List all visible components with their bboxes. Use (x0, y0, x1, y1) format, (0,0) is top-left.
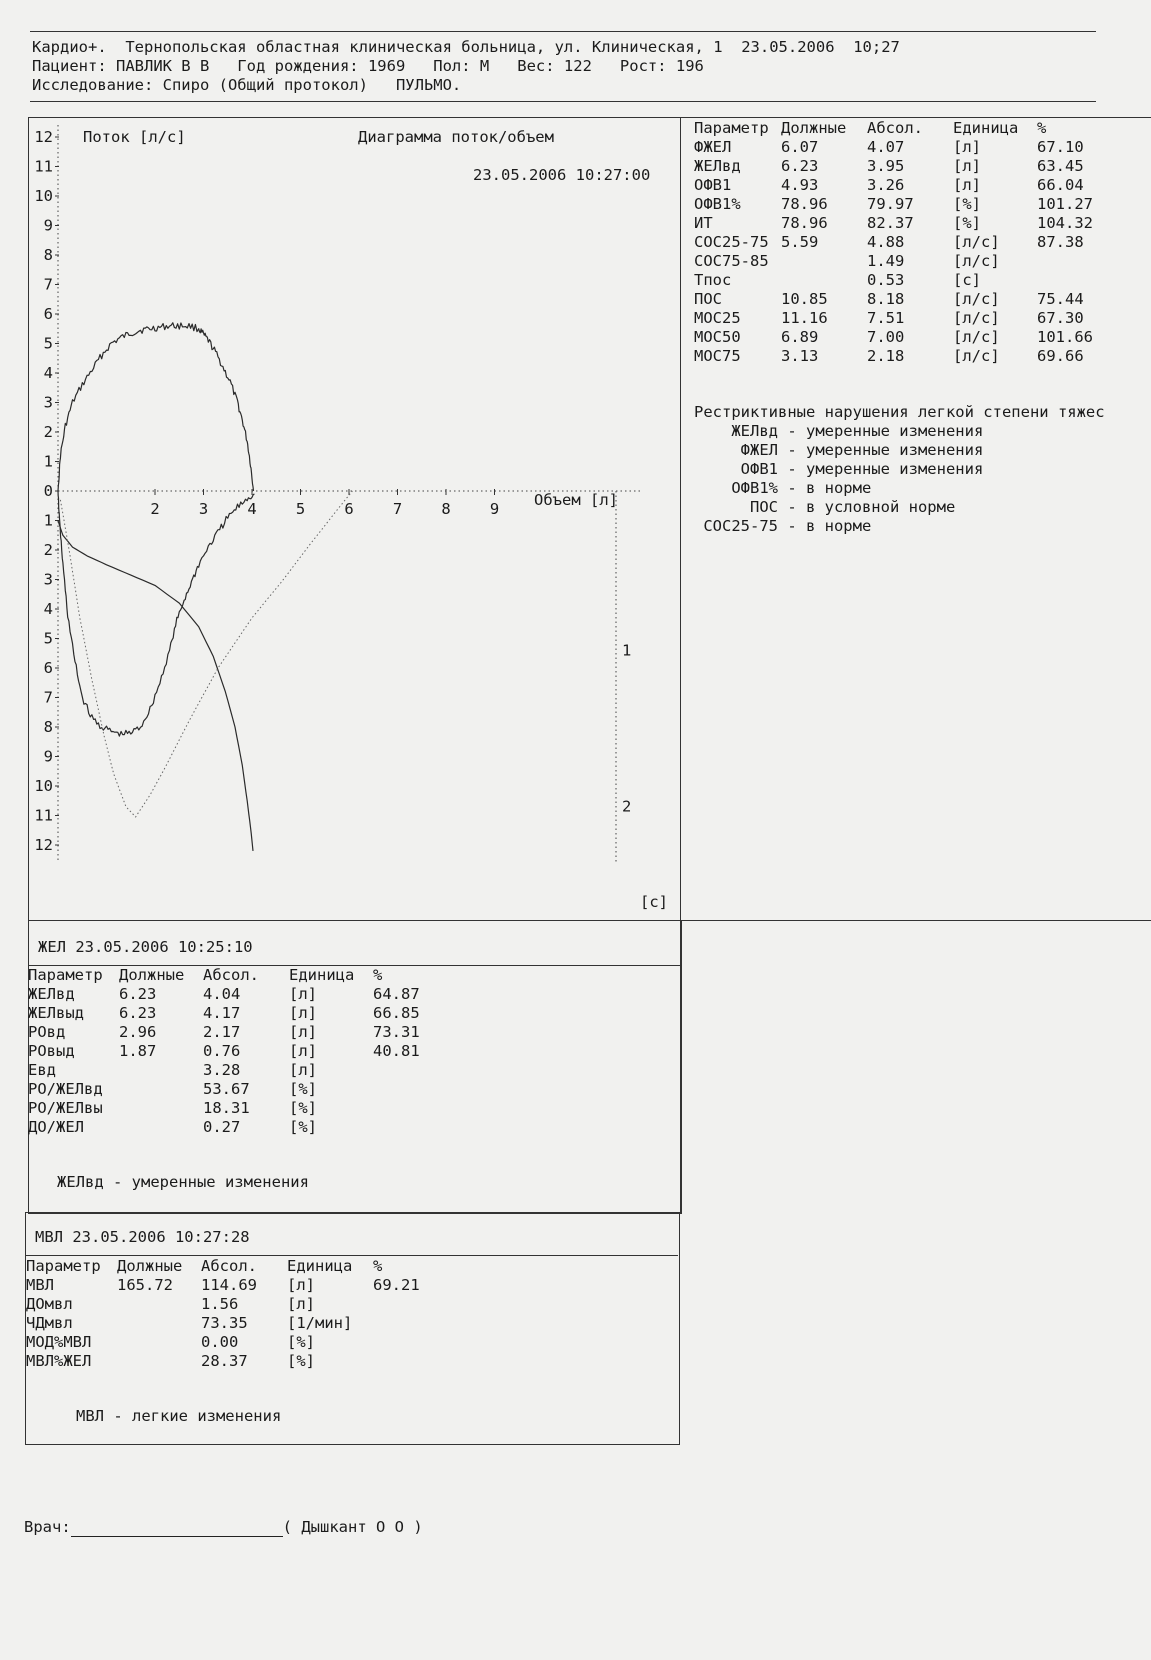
zhel-cell: 4.17 (203, 1004, 241, 1022)
y-tick-label: 3 (43, 393, 53, 412)
mvl-cell: 165.72 (117, 1276, 173, 1294)
params-conclusion-line: СОС25-75 - в норме (694, 517, 872, 535)
mvl-cell: МОД%МВЛ (26, 1333, 92, 1351)
zhel-col-header: Абсол. (203, 966, 259, 984)
zhel-cell: 18.31 (203, 1099, 250, 1117)
params-cell: 7.00 (867, 328, 905, 346)
mvl-col-header: Абсол. (201, 1257, 257, 1275)
params-conclusion-line: ОФВ1 - умеренные изменения (694, 460, 984, 478)
flow-volume-chart (28, 117, 680, 921)
chart-timestamp: 23.05.2006 10:27:00 (473, 166, 651, 184)
y-tick-label: 4 (43, 600, 53, 618)
zhel-col-header: % (373, 966, 383, 984)
chart-series-3 (58, 521, 253, 851)
zhel-cell: Евд (28, 1061, 56, 1079)
zhel-table-row (28, 1023, 453, 1042)
zhel-cell: ЖЕЛвд (28, 985, 75, 1003)
params-cell: МОС25 (694, 309, 741, 327)
y-tick-label: 0 (43, 482, 53, 500)
params-cell: 78.96 (781, 214, 828, 232)
zhel-table-row (28, 1004, 453, 1023)
zhel-cell: 0.27 (203, 1118, 241, 1136)
zhel-cell: [%] (289, 1080, 317, 1098)
mvl-cell: МВЛ (26, 1276, 54, 1294)
y-tick-label: 9 (43, 747, 53, 766)
zhel-cell: [л] (289, 1004, 317, 1022)
chart-ylabel: Поток [л/с] (83, 128, 186, 146)
params-table-row (694, 176, 1122, 195)
params-cell: 67.30 (1037, 309, 1084, 327)
x-tick-label: 6 (344, 500, 354, 518)
mvl-cell: [л] (287, 1276, 315, 1294)
params-cell: [л/с] (953, 233, 1000, 251)
params-cell: [л] (953, 176, 981, 194)
params-conclusion-line: Рестриктивные нарушения легкой степени тяжес (694, 403, 1105, 421)
zhel-table-row (28, 1099, 453, 1118)
zhel-conclusion: ЖЕЛвд - умеренные изменения (57, 1173, 309, 1191)
params-cell: ИТ (694, 214, 713, 232)
zhel-table-row (28, 1042, 453, 1061)
mvl-cell (117, 1333, 201, 1352)
mvl-conclusion: МВЛ - легкие изменения (76, 1407, 282, 1425)
mvl-col-header: Единица (287, 1257, 353, 1275)
params-cell: 101.27 (1037, 195, 1093, 213)
y-tick-label: 4 (43, 364, 53, 382)
signature-block (24, 1518, 423, 1537)
zhel-cell (119, 1080, 203, 1099)
params-col-header: Абсол. (867, 119, 923, 137)
zhel-cell: [л] (289, 1023, 317, 1041)
mvl-table-row (26, 1314, 453, 1333)
params-table-row (694, 252, 1122, 271)
zhel-cell: 6.23 (119, 1004, 157, 1022)
zhel-col-header: Должные (119, 966, 185, 984)
mvl-cell: 69.21 (373, 1276, 420, 1294)
params-cell: ПОС (694, 290, 722, 308)
t-tick-label: 2 (622, 797, 632, 816)
y-tick-label: 2 (43, 423, 53, 441)
header-rule-top (30, 31, 1096, 32)
zhel-table-row (28, 1118, 453, 1137)
signature-line (71, 1520, 283, 1537)
chart-series-1 (58, 323, 254, 491)
params-cell: [л] (953, 157, 981, 175)
mvl-cell: 114.69 (201, 1276, 257, 1294)
zhel-cell: 2.96 (119, 1023, 157, 1041)
zhel-cell (373, 1061, 453, 1080)
y-tick-label: 8 (43, 718, 53, 736)
zhel-cell: 0.76 (203, 1042, 241, 1060)
header-institution: Кардио+. Тернопольская областная клиническая больница, ул. Клиническая, 1 23.05.2006 10;27 (32, 38, 900, 56)
signature-name: ( Дышкант О О ) (282, 1518, 423, 1536)
params-cell: [л/с] (953, 328, 1000, 346)
y-tick-label: 11 (34, 806, 53, 825)
params-cell: 69.66 (1037, 347, 1084, 365)
zhel-cell: [%] (289, 1118, 317, 1136)
params-cell: 3.26 (867, 176, 905, 194)
zhel-cell: 73.31 (373, 1023, 420, 1041)
params-table-row (694, 195, 1122, 214)
x-tick-label: 5 (295, 500, 306, 518)
mvl-title-rule (25, 1255, 678, 1256)
mvl-table (26, 1257, 453, 1371)
zhel-cell: 1.87 (119, 1042, 157, 1060)
params-table-row (694, 157, 1122, 176)
mvl-cell: 1.56 (201, 1295, 239, 1313)
params-cell: МОС50 (694, 328, 741, 346)
zhel-cell: 4.04 (203, 985, 241, 1003)
mvl-cell (373, 1352, 453, 1371)
zhel-col-header: Единица (289, 966, 355, 984)
x-tick-label: 9 (489, 500, 500, 518)
params-cell: 6.07 (781, 138, 819, 156)
mvl-cell: [л] (287, 1295, 315, 1313)
params-cell: ФЖЕЛ (694, 138, 732, 156)
params-cell: [с] (953, 271, 981, 289)
params-cell: 67.10 (1037, 138, 1084, 156)
mvl-table-row (26, 1352, 453, 1371)
zhel-table-row (28, 1080, 453, 1099)
x-tick-label: 8 (441, 500, 451, 518)
x-tick-label: 7 (392, 500, 403, 518)
x-tick-label: 4 (247, 500, 257, 518)
params-cell: 104.32 (1037, 214, 1093, 232)
params-cell: 66.04 (1037, 176, 1084, 194)
params-cell: ЖЕЛвд (694, 157, 741, 175)
chart-series-4 (60, 491, 352, 817)
params-cell: 82.37 (867, 214, 914, 232)
params-cell: 7.51 (867, 309, 905, 327)
params-cell: 10.85 (781, 290, 828, 308)
chart-title: Диаграмма поток/объем (358, 128, 554, 146)
y-tick-label: 7 (43, 688, 53, 707)
y-tick-label: 9 (43, 216, 53, 235)
params-conclusion (694, 403, 1105, 536)
params-cell: [л/с] (953, 309, 1000, 327)
zhel-cell: РО/ЖЕЛвд (28, 1080, 103, 1098)
params-cell: СОС75-85 (694, 252, 769, 270)
params-cell: 5.59 (781, 233, 819, 251)
params-cell: ОФВ1 (694, 176, 732, 194)
y-tick-label: 2 (43, 541, 53, 559)
mvl-cell: ДОмвл (26, 1295, 73, 1313)
params-conclusion-line: ЖЕЛвд - умеренные изменения (694, 422, 984, 440)
y-tick-label: 11 (34, 157, 53, 176)
params-cell: 4.07 (867, 138, 905, 156)
mvl-table-row (26, 1333, 453, 1352)
zhel-cell: [л] (289, 1042, 317, 1060)
zhel-cell (119, 1099, 203, 1118)
params-cell (781, 252, 867, 271)
mvl-cell (373, 1314, 453, 1333)
params-cell: [%] (953, 195, 981, 213)
zhel-cell: 40.81 (373, 1042, 420, 1060)
mvl-cell: [%] (287, 1352, 315, 1370)
zhel-cell: 66.85 (373, 1004, 420, 1022)
mvl-col-header: % (373, 1257, 383, 1275)
y-tick-label: 12 (34, 128, 53, 146)
zhel-cell: 3.28 (203, 1061, 241, 1079)
mvl-table-row (26, 1276, 453, 1295)
zhel-cell: 64.87 (373, 985, 420, 1003)
zhel-cell: ЖЕЛвыд (28, 1004, 84, 1022)
x-tick-label: 2 (150, 500, 160, 518)
mvl-title: МВЛ 23.05.2006 10:27:28 (35, 1228, 250, 1246)
x-tick-label: 3 (198, 500, 209, 518)
y-tick-label: 7 (43, 275, 53, 294)
params-cell: 11.16 (781, 309, 828, 327)
mvl-cell (373, 1295, 453, 1314)
y-tick-label: 1 (43, 511, 53, 530)
signature-label: Врач: (24, 1518, 71, 1536)
params-cell: [л/с] (953, 290, 1000, 308)
header-patient: Пациент: ПАВЛИК В В Год рождения: 1969 Пол: М Вес: 122 Рост: 196 (32, 57, 704, 75)
mvl-cell: 73.35 (201, 1314, 248, 1332)
y-tick-label: 3 (43, 570, 53, 589)
params-cell: 6.23 (781, 157, 819, 175)
params-col-header: Единица (953, 119, 1019, 137)
params-table-row (694, 233, 1122, 252)
params-cell: 4.93 (781, 176, 819, 194)
mvl-cell: [1/мин] (287, 1314, 353, 1332)
params-cell: МОС75 (694, 347, 741, 365)
zhel-cell: 53.67 (203, 1080, 250, 1098)
mvl-cell: 28.37 (201, 1352, 248, 1370)
params-cell (1037, 271, 1122, 290)
zhel-cell (119, 1061, 203, 1080)
y-tick-label: 1 (43, 452, 53, 471)
zhel-cell: РО/ЖЕЛвы (28, 1099, 103, 1117)
params-table-row (694, 138, 1122, 157)
params-table-row (694, 328, 1122, 347)
mvl-cell (117, 1352, 201, 1371)
mvl-col-header: Должные (117, 1257, 183, 1275)
zhel-cell: 6.23 (119, 985, 157, 1003)
mvl-cell (373, 1333, 453, 1352)
zhel-cell: РОвыд (28, 1042, 75, 1060)
params-cell: 63.45 (1037, 157, 1084, 175)
params-table-row (694, 309, 1122, 328)
zhel-cell (373, 1099, 453, 1118)
mvl-cell: МВЛ%ЖЕЛ (26, 1352, 92, 1370)
chart-xlabel: Объем [л] (534, 491, 618, 509)
params-cell: [%] (953, 214, 981, 232)
params-col-header: % (1037, 119, 1047, 137)
params-conclusion-line: ФЖЕЛ - умеренные изменения (694, 441, 984, 459)
zhel-title: ЖЕЛ 23.05.2006 10:25:10 (38, 938, 253, 956)
zhel-cell: 2.17 (203, 1023, 241, 1041)
params-cell: 78.96 (781, 195, 828, 213)
header-study: Исследование: Спиро (Общий протокол) ПУЛЬМО. (32, 76, 462, 94)
zhel-cell (373, 1080, 453, 1099)
params-cell: 75.44 (1037, 290, 1084, 308)
params-cell: ОФВ1% (694, 195, 741, 213)
params-cell: 2.18 (867, 347, 905, 365)
params-cell: СОС25-75 (694, 233, 769, 251)
zhel-cell: РОвд (28, 1023, 66, 1041)
params-cell: 4.88 (867, 233, 905, 251)
params-cell: [л] (953, 138, 981, 156)
params-table-row (694, 214, 1122, 233)
mvl-col-header: Параметр (26, 1257, 101, 1275)
mvl-table-row (26, 1295, 453, 1314)
mvl-cell: ЧДмвл (26, 1314, 73, 1332)
y-tick-label: 6 (43, 659, 53, 677)
params-cell (781, 271, 867, 290)
y-tick-label: 10 (34, 187, 53, 205)
params-cell: 79.97 (867, 195, 914, 213)
zhel-cell: [л] (289, 1061, 317, 1079)
params-conclusion-line: ПОС - в условной норме (694, 498, 956, 516)
y-tick-label: 5 (43, 629, 53, 648)
params-conclusion-line: ОФВ1% - в норме (694, 479, 872, 497)
params-table-row (694, 347, 1122, 366)
params-table-row (694, 271, 1122, 290)
y-tick-label: 6 (43, 305, 53, 323)
params-cell: [л/с] (953, 252, 1000, 270)
mvl-cell (117, 1295, 201, 1314)
y-tick-label: 12 (34, 836, 53, 854)
mvl-cell: 0.00 (201, 1333, 239, 1351)
chart-t-unit-label: [с] (640, 893, 668, 911)
params-cell (1037, 252, 1122, 271)
params-cell: 0.53 (867, 271, 905, 289)
y-tick-label: 5 (43, 334, 53, 353)
mvl-cell: [%] (287, 1333, 315, 1351)
zhel-col-header: Параметр (28, 966, 103, 984)
y-tick-label: 10 (34, 777, 53, 795)
zhel-cell: [л] (289, 985, 317, 1003)
y-tick-label: 8 (43, 246, 53, 264)
mvl-cell (117, 1314, 201, 1333)
params-table-row (694, 290, 1122, 309)
zhel-table-row (28, 985, 453, 1004)
params-table (694, 119, 1122, 366)
params-cell: 3.95 (867, 157, 905, 175)
params-col-header: Должные (781, 119, 847, 137)
params-cell: 3.13 (781, 347, 819, 365)
params-cell: 87.38 (1037, 233, 1084, 251)
zhel-cell (373, 1118, 453, 1137)
zhel-cell: [%] (289, 1099, 317, 1117)
t-tick-label: 1 (622, 641, 632, 660)
zhel-cell: ДО/ЖЕЛ (28, 1118, 84, 1136)
params-cell: Тпос (694, 271, 732, 289)
zhel-table (28, 966, 453, 1137)
header-rule-bottom (30, 101, 1096, 102)
params-cell: 101.66 (1037, 328, 1093, 346)
zhel-cell (119, 1118, 203, 1137)
params-cell: 1.49 (867, 252, 905, 270)
params-col-header: Параметр (694, 119, 769, 137)
params-cell: 8.18 (867, 290, 905, 308)
chart-series-2 (58, 491, 257, 736)
zhel-table-row (28, 1061, 453, 1080)
params-cell: 6.89 (781, 328, 819, 346)
params-cell: [л/с] (953, 347, 1000, 365)
